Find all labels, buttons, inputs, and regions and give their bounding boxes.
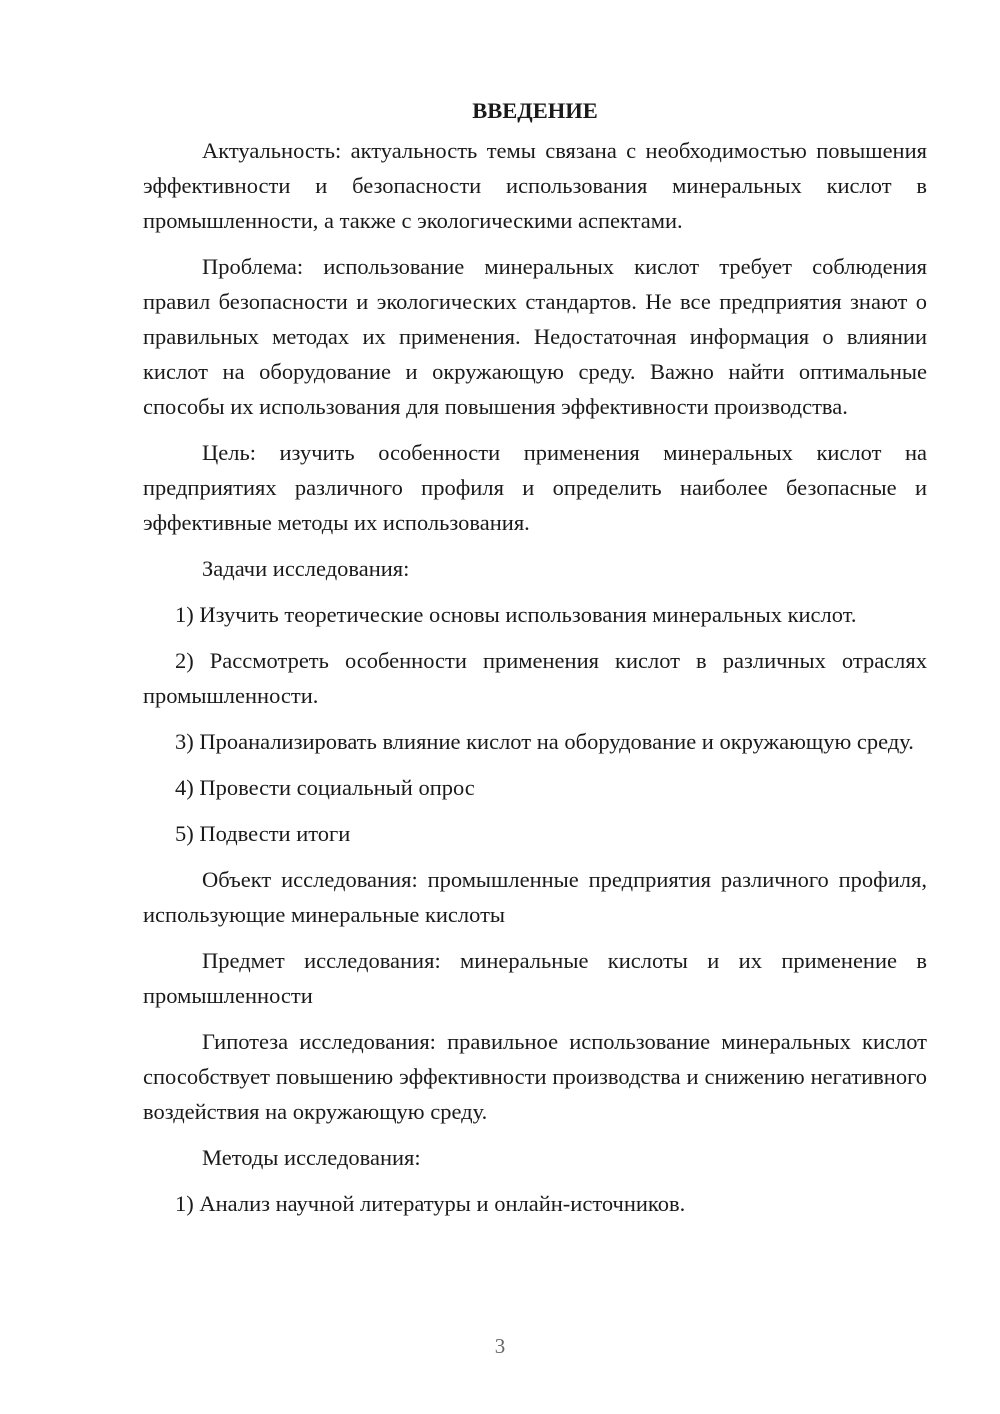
task-item: 1) Изучить теоретические основы использования минеральных кислот. bbox=[175, 602, 857, 627]
problem-paragraph: Проблема: использование минеральных кислот требует соблюдения правил безопасности и экологических стандартов. Не все предприятия знают о правильных методах их применения. Недостаточная информация о влиянии кислот на оборудование и окружающую среду. Важно найти оптимальные способы их использования для повышения эффективности производства. bbox=[143, 254, 927, 419]
subject-paragraph: Предмет исследования: минеральные кислоты и их применение в промышленности bbox=[143, 948, 927, 1008]
methods-heading: Методы исследования: bbox=[202, 1145, 421, 1170]
hypothesis-paragraph: Гипотеза исследования: правильное использование минеральных кислот способствует повышению эффективности производства и снижению негативного воздействия на окружающую среду. bbox=[143, 1029, 927, 1124]
task-item: 3) Проанализировать влияние кислот на оборудование и окружающую среду. bbox=[175, 729, 914, 754]
task-item: 2) Рассмотреть особенности применения кислот в различных отраслях промышленности. bbox=[143, 648, 927, 708]
relevance-paragraph: Актуальность: актуальность темы связана с необходимостью повышения эффективности и безопасности использования минеральных кислот в промышленности, а также с экологическими аспектами. bbox=[143, 138, 927, 233]
object-paragraph: Объект исследования: промышленные предприятия различного профиля, использующие минеральные кислоты bbox=[143, 867, 927, 927]
task-item: 5) Подвести итоги bbox=[175, 821, 351, 846]
task-item: 4) Провести социальный опрос bbox=[175, 775, 475, 800]
tasks-heading: Задачи исследования: bbox=[202, 556, 410, 581]
page-number: 3 bbox=[494, 1334, 506, 1358]
goal-paragraph: Цель: изучить особенности применения минеральных кислот на предприятиях различного профиля и определить наиболее безопасные и эффективные методы их использования. bbox=[143, 440, 927, 535]
document-body bbox=[143, 95, 927, 1232]
section-heading: ВВЕДЕНИЕ bbox=[472, 98, 598, 123]
method-item: 1) Анализ научной литературы и онлайн-источников. bbox=[175, 1191, 686, 1216]
